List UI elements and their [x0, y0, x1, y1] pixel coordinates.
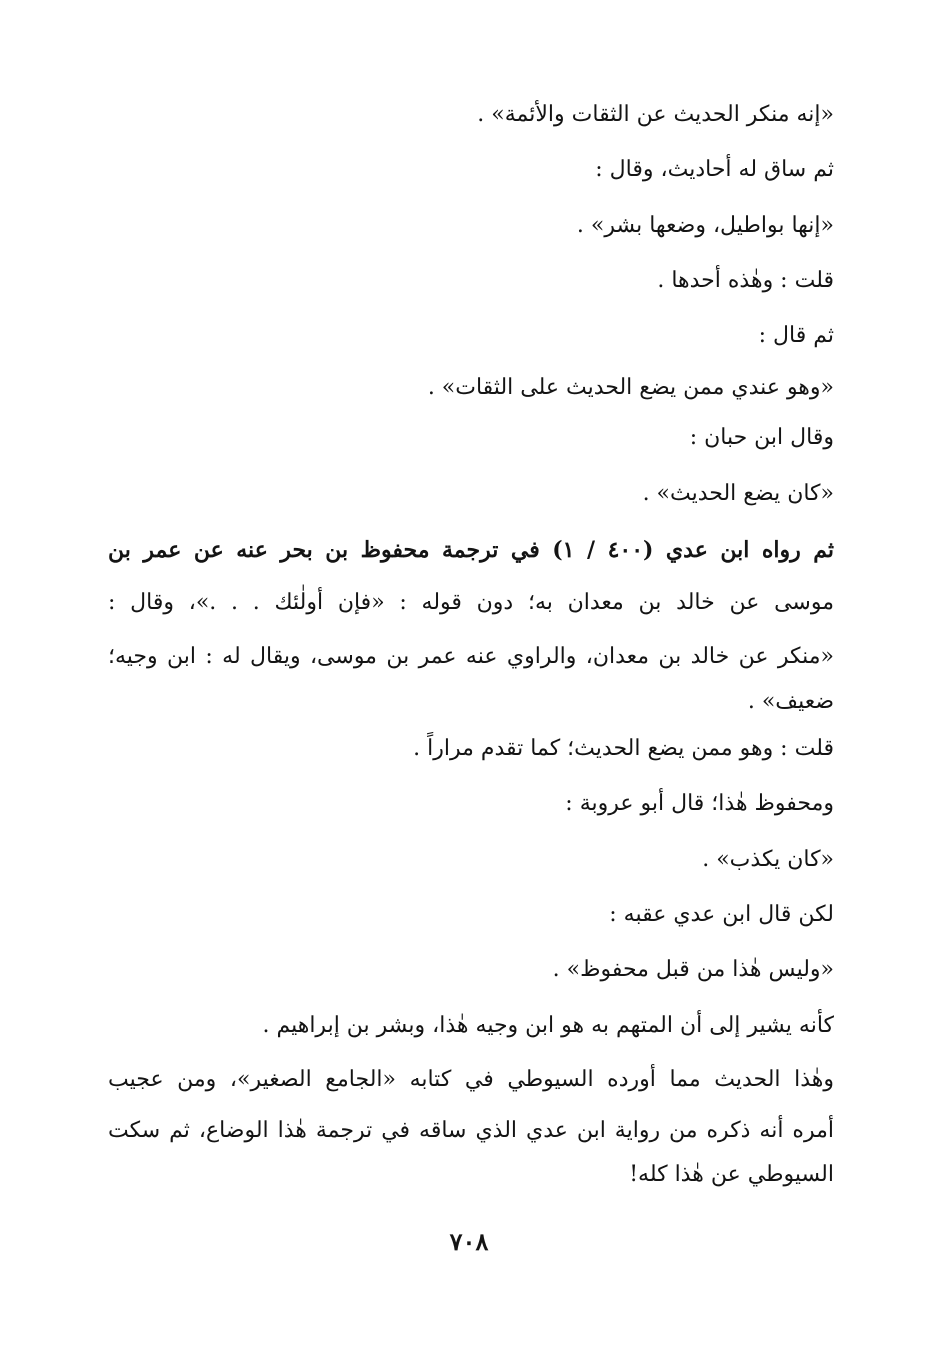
- text-line-13: قلت : وهو ممن يضع الحديث؛ كما تقدم مراراً .: [413, 736, 834, 761]
- text-line-3: «إنها بواطيل، وضعها بشر» .: [576, 213, 834, 238]
- text-line-21: السيوطي عن هٰذا كله!: [629, 1162, 834, 1187]
- text-line-10: موسى عن خالد بن معدان به؛ دون قوله : «فإن أولٰئك . . .»، وقال :: [108, 590, 834, 615]
- text-line-12: ضعيف» .: [747, 689, 834, 714]
- text-line-6: «وهو عندي ممن يضع الحديث على الثقات» .: [427, 375, 834, 400]
- text-line-18: كأنه يشير إلى أن المتهم به هو ابن وجيه هٰذا، وبشر بن إبراهيم .: [262, 1013, 834, 1038]
- text-line-2: ثم ساق له أحاديث، وقال :: [595, 157, 834, 182]
- text-line-15: «كان يكذب» .: [702, 847, 834, 872]
- page-number: ٧٠٨: [449, 1227, 489, 1256]
- text-line-17: «وليس هٰذا من قبل محفوظ» .: [552, 957, 834, 982]
- text-line-7: وقال ابن حبان :: [689, 425, 834, 450]
- text-line-5: ثم قال :: [758, 323, 834, 348]
- text-line-20: أمره أنه ذكره من رواية ابن عدي الذي ساقه في ترجمة هٰذا الوضاع، ثم سكت: [108, 1118, 834, 1143]
- text-line-8: «كان يضع الحديث» .: [642, 481, 834, 506]
- text-line-1: «إنه منكر الحديث عن الثقات والأئمة» .: [477, 102, 834, 127]
- text-line-9: ثم رواه ابن عدي (٤٠٠ / ١) في ترجمة محفوظ بن بحر عنه عن عمر بن: [108, 537, 834, 563]
- text-line-16: لكن قال ابن عدي عقبه :: [609, 902, 834, 927]
- text-line-4: قلت : وهٰذه أحدها .: [657, 268, 834, 293]
- text-line-11: «منكر عن خالد بن معدان، والراوي عنه عمر بن موسى، ويقال له : ابن وجيه؛: [108, 644, 834, 669]
- text-line-14: ومحفوظ هٰذا؛ قال أبو عروبة :: [565, 791, 834, 816]
- text-line-19: وهٰذا الحديث مما أورده السيوطي في كتابه «الجامع الصغير»، ومن عجيب: [108, 1067, 834, 1092]
